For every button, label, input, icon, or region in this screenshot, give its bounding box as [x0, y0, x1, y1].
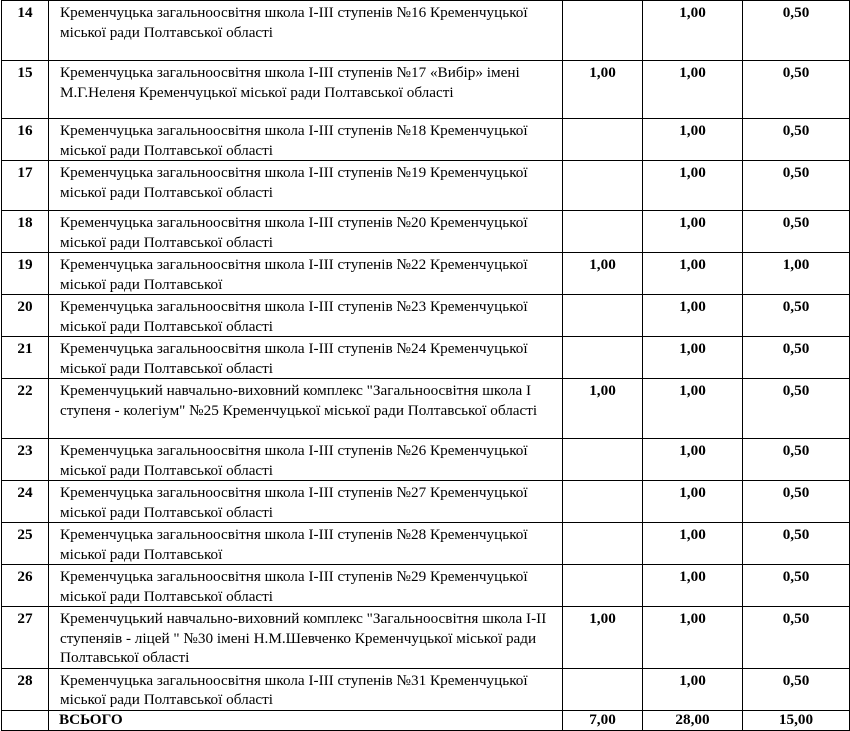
school-name: Кременчуцька загальноосвітня школа І-ІІІ ступенів №31 Кременчуцької міської ради Полтавської області: [49, 668, 563, 710]
value-col-1: 1,00: [563, 607, 643, 669]
school-name: Кременчуцька загальноосвітня школа І-ІІІ ступенів №23 Кременчуцької міської ради Полтавської області: [49, 295, 563, 337]
school-name: Кременчуцька загальноосвітня школа І-ІІІ ступенів №16 Кременчуцької міської ради Полтавської області: [49, 1, 563, 61]
school-name: Кременчуцький навчально-виховний комплекс "Загальноосвітня школа І-ІІ ступеняів - ліцей " №30 імені Н.М.Шевченко Кременчуцької міської ради Полтавської області: [49, 607, 563, 669]
table-row: [2, 337, 850, 379]
value-col-3: 0,50: [743, 668, 850, 710]
table-row: [2, 161, 850, 211]
value-col-1: 1,00: [563, 379, 643, 439]
total-col-2: 28,00: [643, 710, 743, 730]
table-row: [2, 253, 850, 295]
row-number: 15: [2, 61, 49, 119]
row-number: 25: [2, 523, 49, 565]
value-col-2: 1,00: [643, 295, 743, 337]
row-number: 17: [2, 161, 49, 211]
school-name: Кременчуцька загальноосвітня школа І-ІІІ ступенів №27 Кременчуцької міської ради Полтавської області: [49, 481, 563, 523]
school-name: Кременчуцька загальноосвітня школа І-ІІІ ступенів №29 Кременчуцької міської ради Полтавської області: [49, 565, 563, 607]
value-col-2: 1,00: [643, 668, 743, 710]
value-col-2: 1,00: [643, 607, 743, 669]
table-row: [2, 481, 850, 523]
total-label: ВСЬОГО: [49, 710, 563, 730]
table-row: [2, 1, 850, 61]
school-staffing-table: [1, 0, 850, 731]
value-col-3: 0,50: [743, 119, 850, 161]
school-name: Кременчуцька загальноосвітня школа І-ІІІ ступенів №26 Кременчуцької міської ради Полтавської області: [49, 439, 563, 481]
table-body: [2, 1, 850, 731]
total-row: [2, 710, 850, 730]
school-name: Кременчуцька загальноосвітня школа І-ІІІ ступенів №17 «Вибір» імені М.Г.Неленя Кременчуцької міської ради Полтавської області: [49, 61, 563, 119]
total-col-3: 15,00: [743, 710, 850, 730]
value-col-1: [563, 668, 643, 710]
value-col-2: 1,00: [643, 253, 743, 295]
total-col-1: 7,00: [563, 710, 643, 730]
row-number: 26: [2, 565, 49, 607]
table-row: [2, 295, 850, 337]
value-col-2: 1,00: [643, 61, 743, 119]
table-row: [2, 523, 850, 565]
value-col-1: [563, 481, 643, 523]
value-col-2: 1,00: [643, 161, 743, 211]
value-col-2: 1,00: [643, 565, 743, 607]
row-number: 24: [2, 481, 49, 523]
row-number: 18: [2, 211, 49, 253]
row-number: 21: [2, 337, 49, 379]
row-number: 22: [2, 379, 49, 439]
value-col-3: 0,50: [743, 61, 850, 119]
value-col-2: 1,00: [643, 337, 743, 379]
school-name: Кременчуцька загальноосвітня школа І-ІІІ ступенів №19 Кременчуцької міської ради Полтавської області: [49, 161, 563, 211]
row-number: 14: [2, 1, 49, 61]
value-col-3: 0,50: [743, 439, 850, 481]
table-row: [2, 607, 850, 669]
value-col-1: [563, 523, 643, 565]
value-col-2: 1,00: [643, 379, 743, 439]
total-number-cell: [2, 710, 49, 730]
row-number: 23: [2, 439, 49, 481]
value-col-2: 1,00: [643, 211, 743, 253]
table-row: [2, 379, 850, 439]
value-col-1: [563, 565, 643, 607]
value-col-3: 0,50: [743, 523, 850, 565]
value-col-3: 0,50: [743, 481, 850, 523]
row-number: 16: [2, 119, 49, 161]
school-name: Кременчуцька загальноосвітня школа І-ІІІ ступенів №22 Кременчуцької міської ради Полтавської: [49, 253, 563, 295]
row-number: 19: [2, 253, 49, 295]
table-row: [2, 119, 850, 161]
row-number: 27: [2, 607, 49, 669]
value-col-1: 1,00: [563, 253, 643, 295]
value-col-1: [563, 1, 643, 61]
value-col-3: 0,50: [743, 565, 850, 607]
value-col-1: 1,00: [563, 61, 643, 119]
value-col-3: 0,50: [743, 607, 850, 669]
value-col-3: 0,50: [743, 161, 850, 211]
value-col-2: 1,00: [643, 439, 743, 481]
school-name: Кременчуцька загальноосвітня школа І-ІІІ ступенів №28 Кременчуцької міської ради Полтавської: [49, 523, 563, 565]
value-col-3: 0,50: [743, 1, 850, 61]
value-col-2: 1,00: [643, 481, 743, 523]
school-name: Кременчуцька загальноосвітня школа І-ІІІ ступенів №18 Кременчуцької міської ради Полтавської області: [49, 119, 563, 161]
value-col-2: 1,00: [643, 523, 743, 565]
school-name: Кременчуцька загальноосвітня школа І-ІІІ ступенів №24 Кременчуцької міської ради Полтавської області: [49, 337, 563, 379]
value-col-1: [563, 295, 643, 337]
value-col-1: [563, 161, 643, 211]
value-col-3: 1,00: [743, 253, 850, 295]
value-col-2: 1,00: [643, 1, 743, 61]
table-row: [2, 439, 850, 481]
value-col-3: 0,50: [743, 337, 850, 379]
row-number: 28: [2, 668, 49, 710]
value-col-3: 0,50: [743, 295, 850, 337]
value-col-1: [563, 119, 643, 161]
row-number: 20: [2, 295, 49, 337]
table-row: [2, 61, 850, 119]
value-col-1: [563, 211, 643, 253]
table-row: [2, 565, 850, 607]
school-name: Кременчуцький навчально-виховний комплекс "Загальноосвітня школа І ступеня - колегіум" №25 Кременчуцької міської ради Полтавської області: [49, 379, 563, 439]
value-col-3: 0,50: [743, 379, 850, 439]
value-col-1: [563, 439, 643, 481]
value-col-3: 0,50: [743, 211, 850, 253]
table-row: [2, 668, 850, 710]
value-col-1: [563, 337, 643, 379]
school-name: Кременчуцька загальноосвітня школа І-ІІІ ступенів №20 Кременчуцької міської ради Полтавської області: [49, 211, 563, 253]
value-col-2: 1,00: [643, 119, 743, 161]
table-row: [2, 211, 850, 253]
